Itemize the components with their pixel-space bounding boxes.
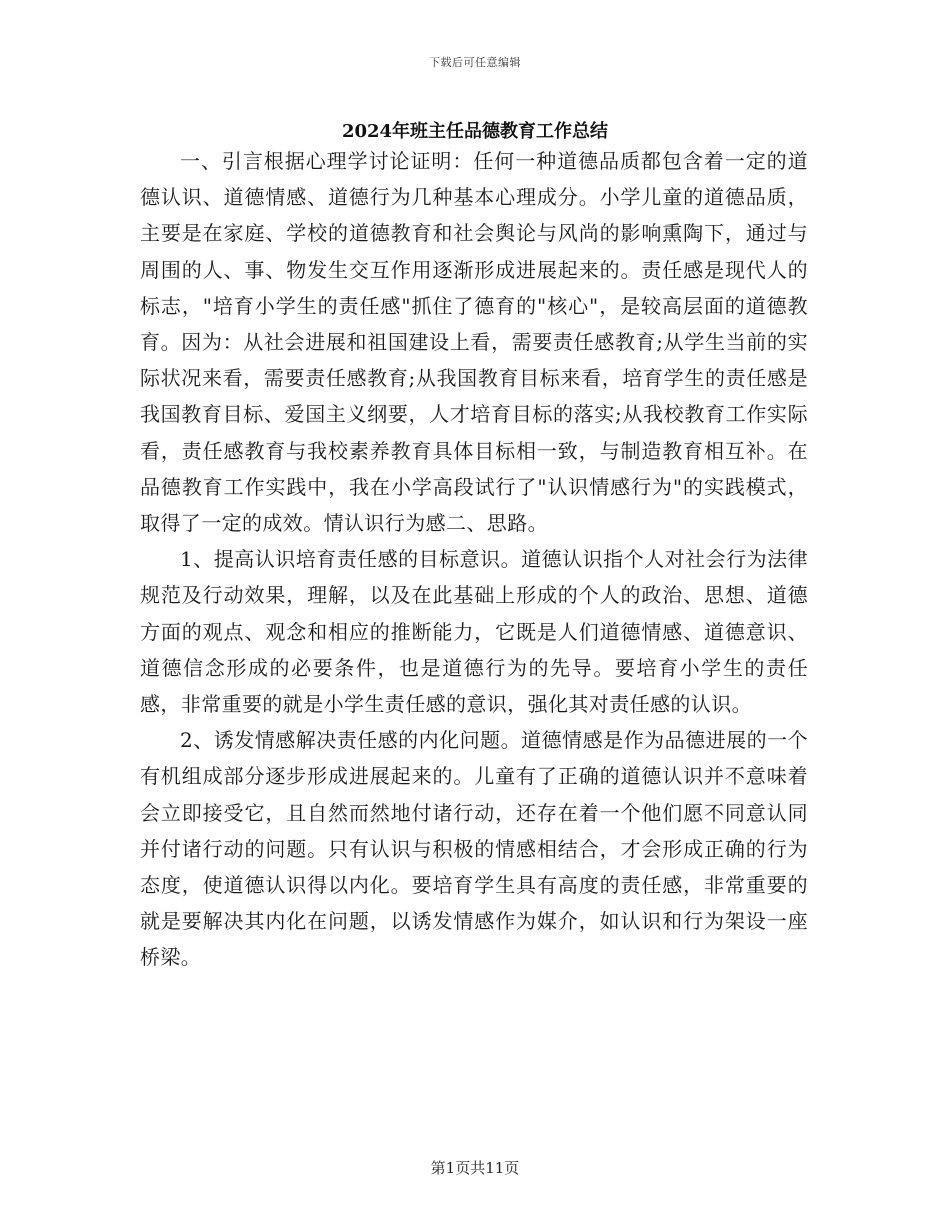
- document-body: [140, 143, 808, 976]
- page-number-footer: 第1页共11页: [430, 1159, 520, 1177]
- header-note: 下载后可任意编辑: [429, 56, 521, 69]
- paragraph-introduction: 一、引言根据心理学讨论证明：任何一种道德品质都包含着一定的道德认识、道德情感、道德行为几种基本心理成分。小学儿童的道德品质，主要是在家庭、学校的道德教育和社会舆论与风尚的影响熏陶下，通过与周围的人、事、物发生交互作用逐渐形成进展起来的。责任感是现代人的标志，"培育小学生的责任感"抓住了德育的"核心"，是较高层面的道德教育。因为：从社会进展和祖国建设上看，需要责任感教育;从学生当前的实际状况来看，需要责任感教育;从我国教育目标来看，培育学生的责任感是我国教育目标、爱国主义纲要，人才培育目标的落实;从我校教育工作实际看，责任感教育与我校素养教育具体目标相一致，与制造教育相互补。在品德教育工作实践中，我在小学高段试行了"认识情感行为"的实践模式，取得了一定的成效。情认识行为感二、思路。: [140, 149, 808, 536]
- document-title: 2024年班主任品德教育工作总结: [341, 121, 609, 142]
- paragraph-point-1: 1、提高认识培育责任感的目标意识。道德认识指个人对社会行为法律规范及行动效果，理解，以及在此基础上形成的个人的政治、思想、道德方面的观点、观念和相应的推断能力，它既是人们道德情感、道德意识、道德信念形成的必要条件，也是道德行为的先导。要培育小学生的责任感，非常重要的就是小学生责任感的意识，强化其对责任感的认识。: [140, 547, 808, 717]
- paragraph-point-2: 2、诱发情感解决责任感的内化问题。道德情感是作为品德进展的一个有机组成部分逐步形成进展起来的。儿童有了正确的道德认识并不意味着会立即接受它，且自然而然地付诸行动，还存在着一个他们愿不同意认同并付诸行动的问题。只有认识与积极的情感相结合，才会形成正确的行为态度，使道德认识得以内化。要培育学生具有高度的责任感，非常重要的就是要解决其内化在问题，以诱发情感作为媒介，如认识和行为架设一座桥梁。: [140, 728, 808, 970]
